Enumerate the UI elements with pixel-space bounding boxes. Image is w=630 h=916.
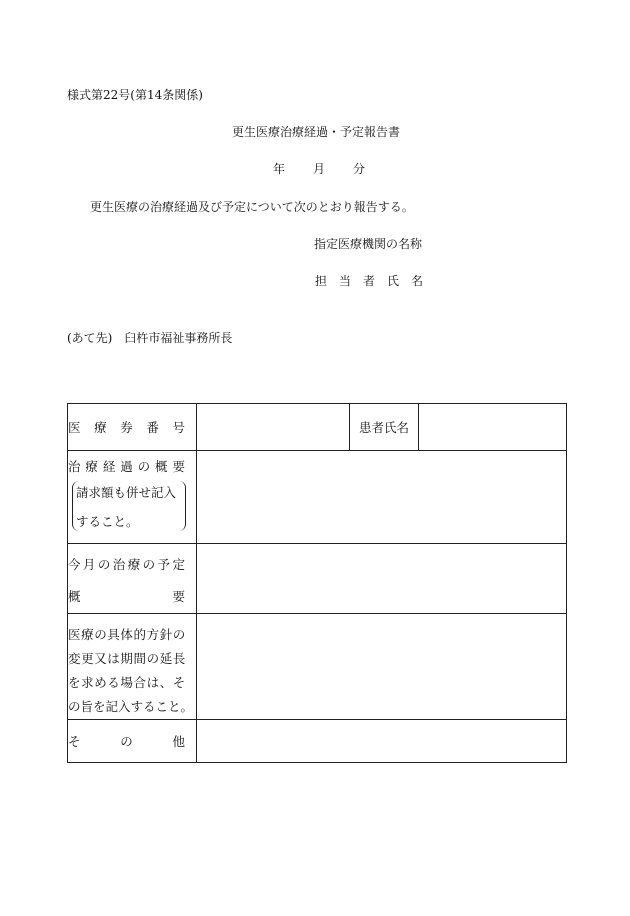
- staff-char: 名: [410, 274, 423, 288]
- policy-field[interactable]: [197, 614, 567, 720]
- report-statement: 更生医療の治療経過及び予定について次のとおり報告する。: [90, 200, 414, 214]
- form-number: 様式第22号(第14条関係): [67, 88, 203, 102]
- policy-label-line: 変更又は期間の延長: [68, 651, 186, 666]
- label-char: 治: [68, 459, 81, 474]
- label-char: 今: [68, 557, 81, 572]
- label-char: 治: [112, 557, 126, 572]
- label-char: の: [120, 734, 133, 749]
- label-char: 療: [127, 557, 141, 572]
- label-char: 過: [120, 459, 133, 474]
- label-char: 経: [102, 459, 116, 474]
- plan-label-cell: [68, 544, 197, 614]
- table-row: [68, 404, 567, 451]
- patient-name-field[interactable]: [419, 404, 567, 451]
- document-title: 更生医療治療経過・予定報告書: [232, 125, 401, 139]
- month-label: 月: [313, 162, 326, 176]
- table-row: [68, 451, 567, 544]
- label-char: 番: [146, 420, 159, 435]
- policy-label-line: を求める場合は、そ: [68, 675, 186, 690]
- label-char: 療: [94, 420, 107, 435]
- progress-note-line2: すること。: [76, 514, 139, 529]
- period-label: 分: [353, 162, 366, 176]
- label-char: 医: [68, 420, 81, 435]
- institution-name-label: 指定医療機関の名称: [314, 237, 423, 251]
- staff-char: 氏: [386, 274, 399, 288]
- label-char: 号: [172, 420, 185, 435]
- label-char: 券: [120, 420, 133, 435]
- label-char: 療: [85, 459, 98, 474]
- table-row: [68, 720, 567, 763]
- progress-label-cell: [68, 451, 197, 544]
- patient-name-label: [350, 404, 419, 451]
- staff-char: 担: [315, 274, 328, 288]
- label-char: の: [137, 459, 151, 474]
- label-char: 月: [82, 557, 96, 572]
- plan-field[interactable]: [197, 544, 567, 614]
- label-char: 定: [172, 557, 185, 572]
- label-char: 概: [68, 589, 81, 604]
- progress-note-line1: 請求額も併せ記入: [76, 485, 177, 500]
- policy-label-line: 医療の具体的方針の: [68, 627, 186, 642]
- label-char: 他: [172, 734, 185, 749]
- year-label: 年: [273, 162, 286, 176]
- ticket-number-label-cell: [68, 404, 197, 451]
- addressee: (あて先) 臼杵市福祉事務所長: [67, 331, 233, 345]
- label-char: の: [142, 557, 156, 572]
- report-table: [67, 403, 567, 763]
- table-row: [68, 614, 567, 720]
- table-row: [68, 544, 567, 614]
- other-label-cell: [68, 720, 197, 763]
- staff-char: 者: [362, 274, 375, 288]
- label-char: の: [97, 557, 111, 572]
- label-char: そ: [68, 734, 81, 749]
- progress-field[interactable]: [197, 451, 567, 544]
- patient-name-label-text: 患者氏名: [358, 420, 409, 435]
- staff-char: 当: [338, 274, 351, 288]
- label-char: 要: [172, 589, 185, 604]
- ticket-number-field[interactable]: [197, 404, 350, 451]
- label-char: 要: [172, 459, 185, 474]
- policy-label-line: の旨を記入すること。: [68, 699, 194, 714]
- label-char: 予: [157, 557, 171, 572]
- policy-label-cell: [68, 614, 197, 720]
- label-char: 概: [155, 459, 168, 474]
- note-bracket: [72, 481, 186, 531]
- staff-name-label: [315, 272, 423, 288]
- other-field[interactable]: [197, 720, 567, 763]
